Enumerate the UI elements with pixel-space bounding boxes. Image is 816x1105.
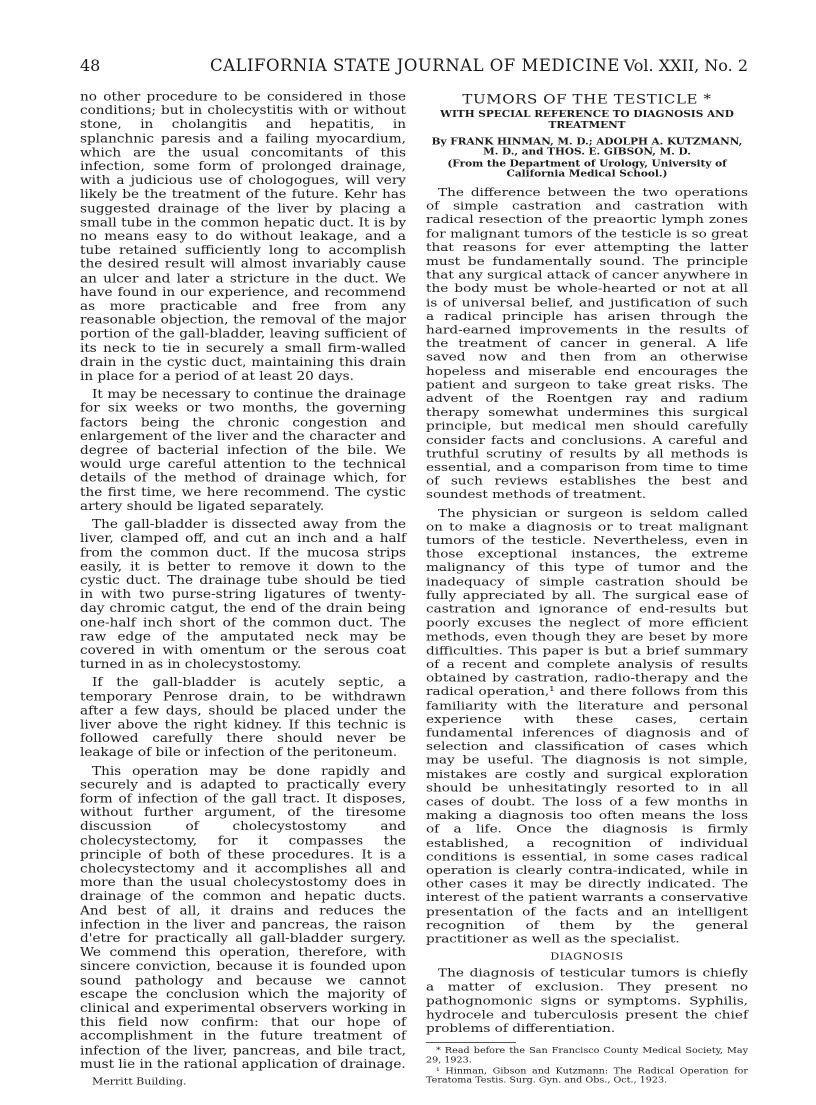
volume-issue: Vol. XXII, No. 2	[623, 56, 748, 75]
journal-title: CALIFORNIA STATE JOURNAL OF MEDICINE	[210, 56, 620, 75]
paragraph: It may be necessary to continue the drainage for six weeks or two months, the governing factors being the chronic congestion and enlargement of the liver and the character and degree of bacterial infection of the bile. We would urge careful attention to the technical details of the method of drainage which, for the first time, we here recommend. The cystic artery should be ligated separately.	[80, 387, 406, 514]
left-column	[80, 90, 406, 1087]
paragraph: If the gall-bladder is acutely septic, a temporary Penrose drain, to be withdrawn after a few days, should be placed under the liver above the right kidney. If this technic is followed carefully there should never be leakage of bile or infection of the peritoneum.	[80, 675, 406, 760]
running-header	[80, 56, 748, 80]
paragraph: no other procedure to be considered in those conditions; but in cholecystitis with or without stone, in cholangitis and hepatitis, in splanchnic paresis and a failing myocardium, which are the usual concomitants of this infection, some form of prolonged drainage, with a judicious use of chologogues, will very likely be the treatment of the future. Kehr has suggested drainage of the liver by placing a small tube in the common hepatic duct. It is by no means easy to do without leakage, and a tube retained sufficiently long to accomplish the desired result will almost invariably cause an ulcer and later a stricture in the duct. We have found in our experience, and recommend as more practicable and free from any reasonable objection, the removal of the major portion of the gall-bladder, leaving sufficient of its neck to tie in securely a small firm-walled drain in the cystic duct, maintaining this drain in place for a period of at least 20 days.	[80, 90, 406, 384]
article-title: TUMORS OF THE TESTICLE *	[462, 91, 712, 107]
footnote: ¹ Hinman, Gibson and Kutzmann: The Radical Operation for Teratoma Testis. Surg. Gyn. and Obs., Oct., 1923.	[426, 1066, 748, 1086]
article-subtitle: WITH SPECIAL REFERENCE TO DIAGNOSIS AND TREATMENT	[440, 109, 734, 131]
paragraph: The physician or surgeon is seldom called on to make a diagnosis or to treat malignant tumors of the testicle. Nevertheless, even in those exceptional instances, the extreme malignancy of this type of tumor and the inadequacy of simple castration should be fully appreciated by all. The surgical ease of castration and ignorance of end-results but poorly excuses the neglect of more efficient methods, even though they are beset by more difficulties. This paper is but a brief summary of a recent and complete analysis of results obtained by castration, radio-therapy and the radical operation,¹ and there follows from this familiarity with the literature and personal experience with these cases, certain fundamental inferences of diagnosis and of selection and classification of cases which may be useful. The diagnosis is not simple, mistakes are costly and surgical exploration should be unhesitatingly resorted to in all cases of doubt. The loss of a few months in making a diagnosis too often means the loss of a life. Once the diagnosis is firmly established, a recognition of individual conditions is essential, in some cases radical operation is clearly contra-indicated, while in other cases it may be directly indicated. The interest of the patient warrants a conservative presentation of the facts and an intelligent recognition of them by the general practitioner as well as the specialist.	[426, 506, 748, 947]
footnote-divider	[426, 1042, 516, 1043]
footnote: * Read before the San Francisco County Medical Society, May 29, 1923.	[426, 1046, 748, 1066]
paragraph: This operation may be done rapidly and securely and is adapted to practically every form of infection of the gall tract. It disposes, without further argument, of the tiresome discussion of cholecystostomy and cholecystectomy, for it compasses the principle of both of these procedures. It is a cholecystectomy and it accomplishes all and more than the usual cholecystostomy does in drainage of the common and hepatic ducts. And best of all, it drains and reduces the infection in the liver and pancreas, the raison d'etre for practically all gall-bladder surgery. We commend this operation, therefore, with sincere conviction, because it is founded upon sound pathology and because we cannot escape the conclusion which the majority of clinical and experimental observers working in this field now confirm: that our hope of accomplishment in the future treatment of infection of the liver, pancreas, and bile tract, must lie in the rational application of drainage.	[80, 764, 406, 1072]
article-affiliation: (From the Department of Urology, University of California Medical School.)	[447, 158, 727, 180]
paragraph: The difference between the two operations of simple castration and castration with radical resection of the preaortic lymph zones for malignant tumors of the testicle is so great that reasons for ever attempting the latter must be fundamentally sound. The principle that any surgical attack of cancer anywhere in the body must be whole-hearted or not at all is of universal belief, and justification of such a radical principle has arisen through the hard-earned improvements in the results of the treatment of cancer in general. A life saved now and then from an otherwise hopeless and miserable end encourages the patient and surgeon to take great risks. The advent of the Roentgen ray and radium therapy somewhat undermines this surgical principle, but medical men should carefully consider facts and conclusions. A careful and truthful scrutiny of results by all methods is essential, and a comparison from time to time of such reviews establishes the best and soundest methods of treatment.	[426, 185, 748, 502]
paragraph: The gall-bladder is dissected away from the liver, clamped off, and cut an inch and a half from the common duct. If the mucosa strips easily, it is better to remove it down to the cystic duct. The drainage tube should be tied in with two purse-string ligatures of twenty-day chromic catgut, the end of the drain being one-half inch short of the common duct. The raw edge of the amputated neck may be covered in with omentum or the serous coat turned in as in cholecystostomy.	[80, 517, 406, 672]
section-heading: DIAGNOSIS	[550, 951, 624, 963]
paragraph: The diagnosis of testicular tumors is chiefly a matter of exclusion. They present no pathognomonic signs or symptoms. Syphilis, hydrocele and tuberculosis present the chief problems of differentiation.	[426, 966, 748, 1036]
article-authors: By FRANK HINMAN, M. D.; ADOLPH A. KUTZMANN, M. D., and THOS. E. GIBSON, M. D.	[431, 136, 743, 158]
right-column	[426, 90, 748, 1087]
page-number: 48	[80, 56, 101, 75]
author-address: Merritt Building.	[92, 1075, 187, 1088]
